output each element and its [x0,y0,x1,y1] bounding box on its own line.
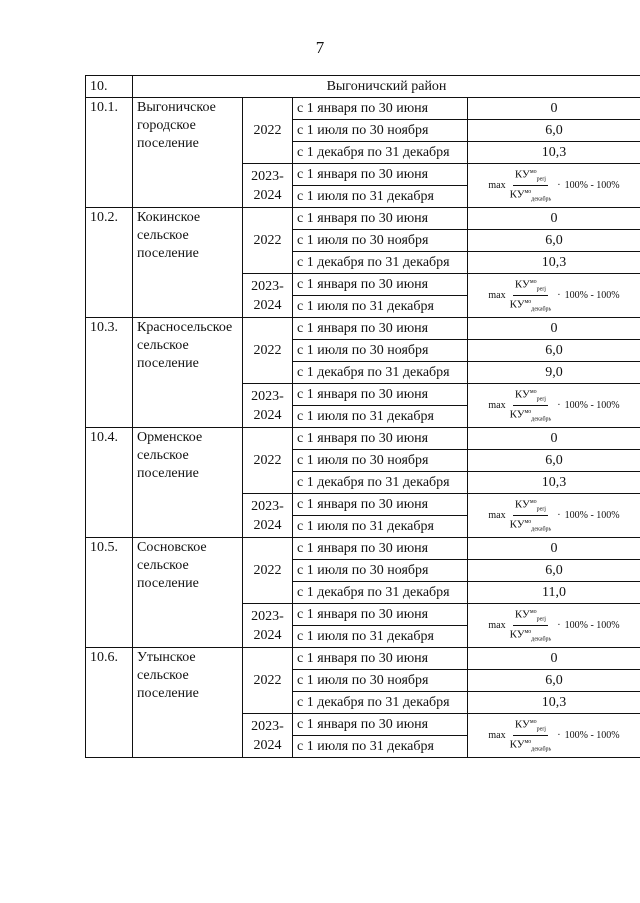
period-cell: с 1 июля по 30 ноября [293,450,468,472]
period-cell: с 1 июля по 31 декабря [293,736,468,758]
period-cell: с 1 января по 30 июня [293,714,468,736]
table-row [86,428,640,450]
year-cell: 2022 [243,428,293,494]
formula-sup: мо [524,739,532,745]
formula-mult: · [557,619,561,631]
formula [488,497,619,535]
table-row [86,648,640,670]
formula-sup: мо [529,718,537,725]
formula-sup: мо [529,388,537,395]
period-cell: с 1 июля по 31 декабря [293,516,468,538]
value-cell: 10,3 [468,692,640,714]
settlement-number: 10.5. [86,538,133,648]
formula-sub-top: perj [536,286,546,292]
period-cell: с 1 декабря по 31 декабря [293,362,468,384]
table-row [86,538,640,560]
year-cell: 2022 [243,538,293,604]
formula-rest: 100% - 100% [564,289,620,301]
formula-mult: · [557,509,561,521]
fraction-denominator [508,186,554,204]
formula-ku: КУ [509,738,525,751]
period-cell: с 1 июля по 31 декабря [293,186,468,208]
formula-ku: КУ [514,498,530,510]
formula-fraction [508,387,554,425]
section-number: 10. [86,76,133,98]
period-cell: с 1 июля по 30 ноября [293,120,468,142]
year-cell: 2022 [243,98,293,164]
settlement-number: 10.6. [86,648,133,758]
fraction-denominator [508,516,554,534]
period-cell: с 1 декабря по 31 декабря [293,582,468,604]
formula [488,717,619,755]
formula-ku: КУ [509,188,525,201]
formula-ku: КУ [514,608,530,620]
formula-ku: КУ [514,278,530,290]
table-row [86,318,640,340]
value-cell: 0 [468,208,640,230]
formula-max: max [488,289,506,301]
formula [488,607,619,645]
formula-sup: мо [524,189,532,195]
value-cell: 10,3 [468,252,640,274]
value-cell: 10,3 [468,142,640,164]
table-row [86,208,640,230]
settlement-name: Красносельское сельское поселение [133,318,243,428]
fraction-numerator [513,717,548,736]
formula-ku: КУ [514,168,530,180]
formula-mult: · [557,179,561,191]
formula-sub-top: perj [536,176,546,182]
formula [488,167,619,205]
formula-sub-bot: декабрь [531,306,552,313]
formula-sub-top: perj [536,506,546,512]
section-header-row [86,76,640,98]
formula-mult: · [557,289,561,301]
formula-rest: 100% - 100% [564,399,620,411]
period-cell: с 1 июля по 30 ноября [293,230,468,252]
period-cell: с 1 июля по 31 декабря [293,406,468,428]
formula-cell [468,494,640,538]
year-range-cell: 2023-2024 [243,164,293,208]
formula-mult: · [557,729,561,741]
fraction-denominator [508,296,554,314]
value-cell: 0 [468,648,640,670]
settlement-number: 10.3. [86,318,133,428]
settlement-number: 10.1. [86,98,133,208]
fraction-numerator [513,167,548,186]
year-cell: 2022 [243,208,293,274]
formula-max: max [488,729,506,741]
formula-sup: мо [529,498,537,505]
page-number: 7 [315,38,325,57]
settlement-name: Выгоничское городское поселение [133,98,243,208]
year-range-cell: 2023-2024 [243,714,293,758]
formula-fraction [508,607,554,645]
value-cell: 6,0 [468,120,640,142]
period-cell: с 1 января по 30 июня [293,494,468,516]
formula-max: max [488,619,506,631]
value-cell: 0 [468,428,640,450]
formula [488,387,619,425]
formula-rest: 100% - 100% [564,729,620,741]
period-cell: с 1 января по 30 июня [293,604,468,626]
year-range-cell: 2023-2024 [243,494,293,538]
formula-ku: КУ [509,628,525,641]
settlement-number: 10.4. [86,428,133,538]
formula-sup: мо [529,278,537,285]
period-cell: с 1 декабря по 31 декабря [293,142,468,164]
formula-sub-bot: декабрь [531,196,552,203]
value-cell: 6,0 [468,450,640,472]
formula-sub-bot: декабрь [531,416,552,423]
formula-cell [468,274,640,318]
value-cell: 6,0 [468,230,640,252]
table-row [86,98,640,120]
formula-fraction [508,277,554,315]
formula-max: max [488,179,506,191]
fraction-numerator [513,497,548,516]
formula-sub-top: perj [536,726,546,732]
period-cell: с 1 января по 30 июня [293,384,468,406]
section-title: Выгоничский район [133,76,640,98]
period-cell: с 1 января по 30 июня [293,164,468,186]
formula-sub-bot: декабрь [531,636,552,643]
formula-mult: · [557,399,561,411]
formula-cell [468,604,640,648]
value-cell: 0 [468,538,640,560]
settlement-name: Сосновское сельское поселение [133,538,243,648]
formula-ku: КУ [509,518,525,531]
formula-sup: мо [529,608,537,615]
fraction-numerator [513,277,548,296]
formula-fraction [508,497,554,535]
year-range-cell: 2023-2024 [243,274,293,318]
period-cell: с 1 декабря по 31 декабря [293,472,468,494]
formula-sup: мо [524,629,532,635]
period-cell: с 1 января по 30 июня [293,428,468,450]
period-cell: с 1 января по 30 июня [293,274,468,296]
formula-max: max [488,509,506,521]
year-cell: 2022 [243,318,293,384]
formula-sub-bot: декабрь [531,526,552,533]
formula-rest: 100% - 100% [564,619,620,631]
formula-sup: мо [524,519,532,525]
period-cell: с 1 июля по 31 декабря [293,626,468,648]
formula-sub-top: perj [536,616,546,622]
period-cell: с 1 января по 30 июня [293,648,468,670]
period-cell: с 1 июля по 31 декабря [293,296,468,318]
formula-fraction [508,167,554,205]
value-cell: 6,0 [468,560,640,582]
formula-cell [468,384,640,428]
formula-rest: 100% - 100% [564,179,620,191]
value-cell: 0 [468,98,640,120]
fraction-denominator [508,626,554,644]
formula-sub-bot: декабрь [531,746,552,753]
fraction-numerator [513,387,548,406]
formula-cell [468,714,640,758]
formula-fraction [508,717,554,755]
fraction-numerator [513,607,548,626]
period-cell: с 1 июля по 30 ноября [293,340,468,362]
formula-cell [468,164,640,208]
value-cell: 0 [468,318,640,340]
period-cell: с 1 января по 30 июня [293,538,468,560]
period-cell: с 1 декабря по 31 декабря [293,692,468,714]
period-cell: с 1 января по 30 июня [293,208,468,230]
formula-max: max [488,399,506,411]
formula-sup: мо [524,299,532,305]
formula-ku: КУ [509,408,525,421]
settlement-name: Орменское сельское поселение [133,428,243,538]
value-cell: 6,0 [468,670,640,692]
fraction-denominator [508,406,554,424]
formula-rest: 100% - 100% [564,509,620,521]
formula [488,277,619,315]
year-range-cell: 2023-2024 [243,384,293,428]
value-cell: 10,3 [468,472,640,494]
period-cell: с 1 июля по 30 ноября [293,560,468,582]
fraction-denominator [508,736,554,754]
formula-ku: КУ [514,718,530,730]
value-cell: 6,0 [468,340,640,362]
formula-ku: КУ [509,298,525,311]
value-cell: 11,0 [468,582,640,604]
formula-sup: мо [524,409,532,415]
year-cell: 2022 [243,648,293,714]
period-cell: с 1 января по 30 июня [293,318,468,340]
period-cell: с 1 июля по 30 ноября [293,670,468,692]
period-cell: с 1 декабря по 31 декабря [293,252,468,274]
settlement-name: Утынское сельское поселение [133,648,243,758]
tariff-table [85,75,640,758]
formula-sub-top: perj [536,396,546,402]
formula-sup: мо [529,168,537,175]
value-cell: 9,0 [468,362,640,384]
period-cell: с 1 января по 30 июня [293,98,468,120]
year-range-cell: 2023-2024 [243,604,293,648]
settlement-name: Кокинское сельское поселение [133,208,243,318]
formula-ku: КУ [514,388,530,400]
settlement-number: 10.2. [86,208,133,318]
